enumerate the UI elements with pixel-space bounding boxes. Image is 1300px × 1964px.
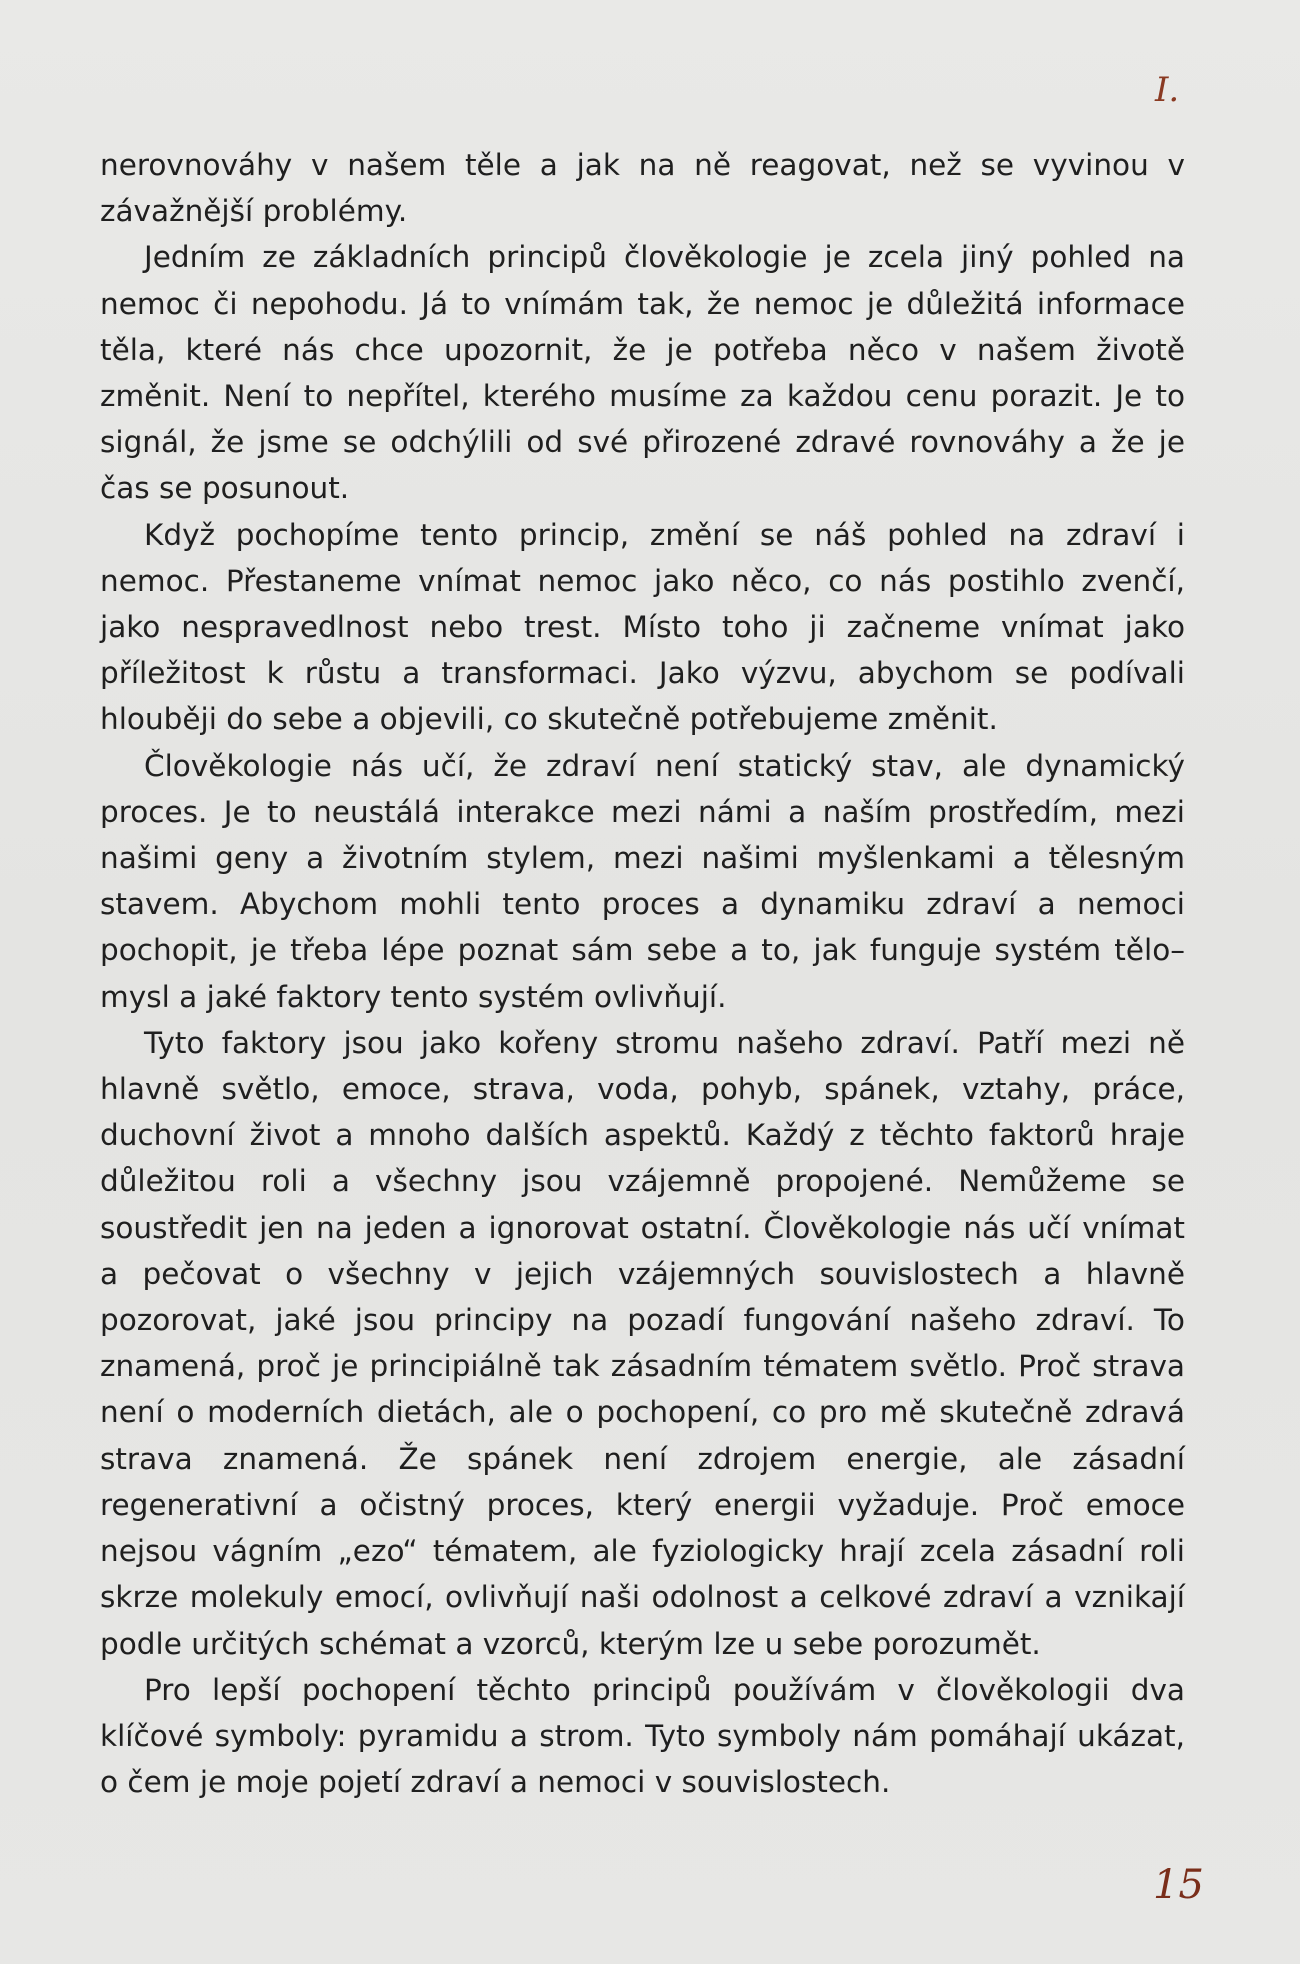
chapter-number: I. xyxy=(1155,70,1180,110)
paragraph: Když pochopíme tento princip, změní se náš pohled na zdraví i nemoc. Přestaneme vnímat nemoc jako něco, co nás postihlo zvenčí, jako nespravedlnost nebo trest. Místo toho ji začneme vnímat jako příležitost k růstu a transformaci. Jako výzvu, abychom se podívali hlouběji do sebe a objevili, co skutečně potřebujeme změnit. xyxy=(100,517,1185,737)
paragraph: Člověkologie nás učí, že zdraví není statický stav, ale dynamický proces. Je to neustálá interakce mezi námi a naším prostředím, mezi našimi geny a životním stylem, mezi našimi myšlenkami a tělesným stavem. Abychom mohli tento proces a dynamiku zdraví a nemoci pochopit, je třeba lépe poznat sám sebe a to, jak funguje systém tělo–mysl a jaké faktory tento systém ovlivňují. xyxy=(100,748,1185,1014)
paragraph: Pro lepší pochopení těchto principů používám v člověkologii dva klíčové symboly: pyramidu a strom. Tyto symboly nám pomáhají ukázat, o čem je moje pojetí zdraví a nemoci v souvislostech. xyxy=(100,1672,1185,1800)
paragraph: Tyto faktory jsou jako kořeny stromu našeho zdraví. Patří mezi ně hlavně světlo, emoce, strava, voda, pohyb, spánek, vztahy, práce, duchovní život a mnoho dalších aspektů. Každý z těchto faktorů hraje důležitou roli a všechny jsou vzájemně propojené. Nemůžeme se soustředit jen na jeden a ignorovat ostatní. Člověkologie nás učí vnímat a pečovat o všechny v jejich vzájemných souvislostech a hlavně pozorovat, jaké jsou principy na pozadí fungování našeho zdraví. To znamená, proč je principiálně tak zásadním tématem světlo. Proč strava není o moderních dietách, ale o pochopení, co pro mě skutečně zdravá strava znamená. Že spánek není zdrojem energie, ale zásadní regenerativní a očistný proces, který energii vyžaduje. Proč emoce nejsou vágním „ezo“ tématem, ale fyziologicky hrají zcela zásadní roli skrze molekuly emocí, ovlivňují naši odolnost a celkové zdraví a vznikají podle určitých schémat a vzorců, kterým lze u sebe porozumět. xyxy=(100,1025,1185,1661)
paragraph-continued: nerovnováhy v našem těle a jak na ně reagovat, než se vyvinou v závažnější problémy. xyxy=(100,148,1185,229)
paragraph: Jedním ze základních principů člověkologie je zcela jiný pohled na nemoc či nepohodu. Já to vnímám tak, že nemoc je důležitá informace těla, které nás chce upozornit, že je potřeba něco v našem životě změnit. Není to nepřítel, kterého musíme za každou cenu porazit. Je to signál, že jsme se odchýlili od své přirozené zdravé rovnováhy a že je čas se posunout. xyxy=(100,240,1185,506)
page-number: 15 xyxy=(1153,1862,1204,1908)
body-text xyxy=(100,142,1185,1805)
